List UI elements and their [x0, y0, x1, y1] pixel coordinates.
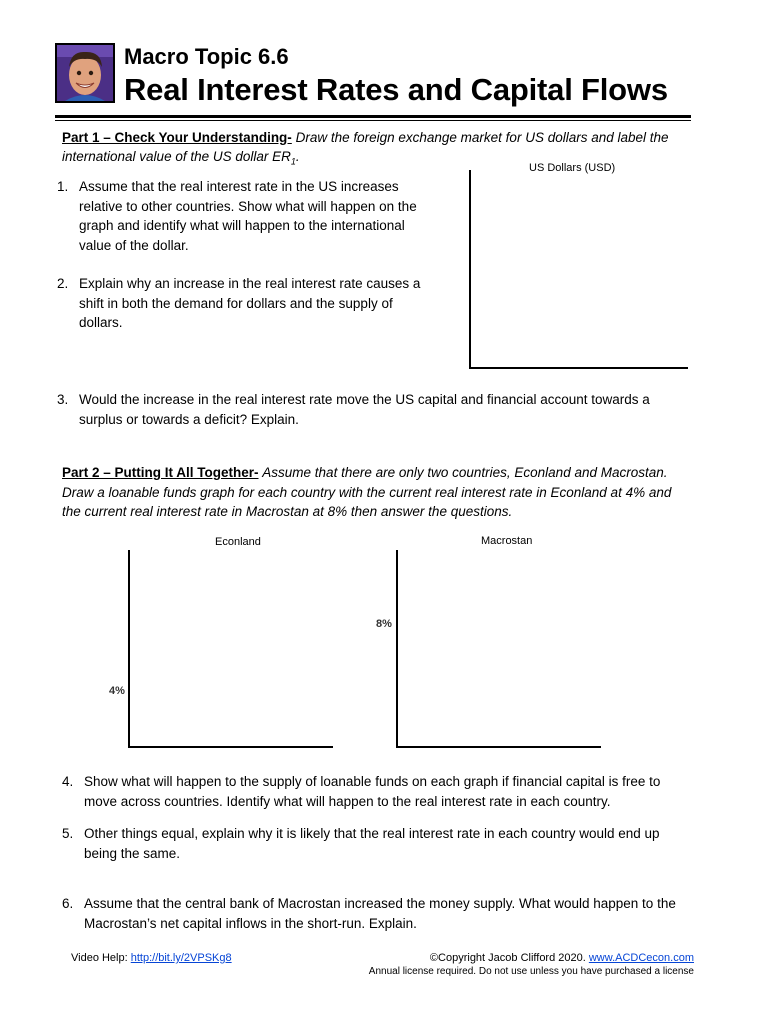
part2-instruction-line: Draw a loanable funds graph for each country with the current real interest rate in Econland at 4% and	[62, 484, 672, 500]
part2-instruction-line: Assume that there are only two countries, Econland and Macrostan.	[262, 465, 668, 480]
econland-graph-x-axis	[128, 746, 333, 748]
part2-intro	[62, 463, 712, 522]
question-line: relative to other countries. Show what will happen on the	[79, 198, 417, 214]
question-number: 3.	[57, 392, 69, 407]
part1-instruction-line2: international value of the US dollar $ER_1$.	[62, 149, 300, 167]
econland-rate-tick: 4%	[109, 685, 125, 697]
question-line: surplus or towards a deficit? Explain.	[79, 411, 299, 427]
question-line: Explain why an increase in the real interest rate causes a	[79, 276, 421, 291]
part1-instruction-a: Draw the foreign exchange market for US dollars and label the	[295, 130, 669, 145]
question-line: Show what will happen to the supply of loanable funds on each graph if financial capital is free to	[84, 774, 661, 789]
question-line: move across countries. Identify what will happen to the real interest rate in each country.	[84, 793, 611, 809]
header-divider	[55, 115, 691, 118]
copyright-text: ©Copyright Jacob Clifford 2020.	[429, 952, 586, 964]
part1-instruction-b: international value of the US dollar ER	[62, 149, 291, 164]
part2-heading: Part 2 – Putting It All Together-	[62, 465, 259, 480]
question-number: 1.	[57, 179, 69, 194]
econland-graph-label: Econland	[215, 536, 261, 548]
macrostan-graph-x-axis	[396, 746, 601, 748]
part2-instruction-line: the current real interest rate in Macrostan at 8% then answer the questions.	[62, 504, 513, 519]
site-link[interactable]: www.ACDCecon.com	[588, 952, 694, 964]
question-line: graph and identify what will happen to the international	[79, 218, 405, 233]
macrostan-graph-y-axis	[396, 550, 398, 748]
question-line: Would the increase in the real interest rate move the US capital and financial account towards a	[79, 392, 650, 407]
part1-instruction-subscript: 1	[290, 156, 296, 167]
part1-intro	[62, 128, 702, 148]
part1-heading: Part 1 – Check Your Understanding-	[62, 130, 292, 145]
question-line: Assume that the central bank of Macrostan increased the money supply. What would happen to the	[84, 896, 676, 911]
macrostan-rate-tick: 8%	[376, 618, 392, 630]
question-line: value of the dollar.	[79, 237, 189, 253]
question-number: 2.	[57, 276, 69, 291]
author-avatar	[55, 43, 115, 103]
page-title: Real Interest Rates and Capital Flows	[124, 72, 668, 107]
topic-number: Macro Topic 6.6	[124, 44, 289, 69]
macrostan-graph-label: Macrostan	[481, 535, 533, 547]
question-line: shift in both the demand for dollars and the supply of	[79, 295, 393, 311]
question-line: being the same.	[84, 845, 181, 861]
question-number: 4.	[62, 774, 74, 789]
question-line: Assume that the real interest rate in the US increases	[79, 179, 399, 194]
video-help	[71, 952, 232, 964]
usd-graph-y-axis	[469, 170, 471, 369]
video-help-label: Video Help:	[71, 952, 128, 964]
usd-graph-x-axis	[469, 367, 688, 369]
copyright	[430, 952, 694, 964]
question-line: dollars.	[79, 315, 123, 330]
question-line: Macrostan’s net capital inflows in the short-run. Explain.	[84, 915, 417, 931]
author-portrait-image	[57, 45, 113, 101]
question-number: 5.	[62, 826, 74, 841]
econland-graph-y-axis	[128, 550, 130, 748]
question-line: Other things equal, explain why it is likely that the real interest rate in each country would end up	[84, 826, 660, 841]
question-number: 6.	[62, 896, 74, 911]
license-notice: Annual license required. Do not use unless you have purchased a license	[368, 966, 694, 977]
header-divider-thin	[55, 120, 691, 121]
video-help-link[interactable]: http://bit.ly/2VPSKg8	[130, 952, 232, 964]
usd-graph-label: US Dollars (USD)	[529, 162, 616, 174]
